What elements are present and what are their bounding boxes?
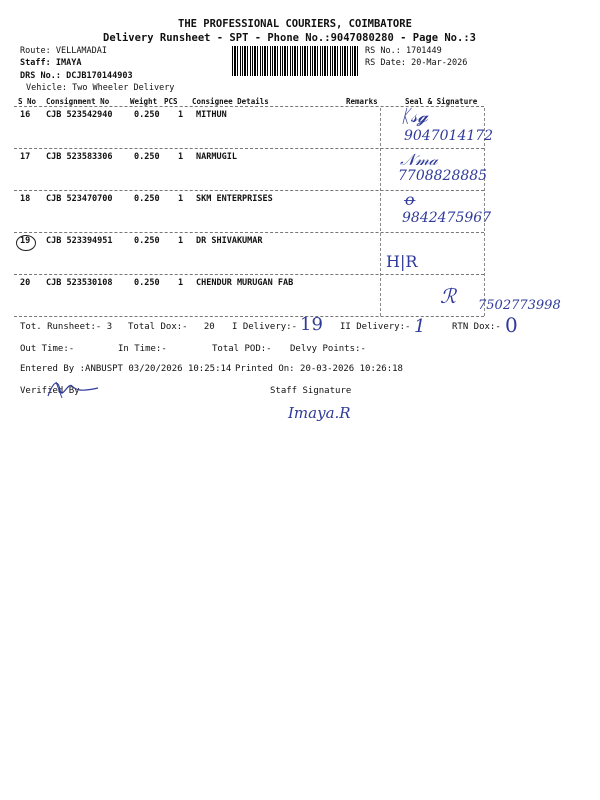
- total-dox-label: Total Dox:-: [128, 322, 188, 332]
- row-consignee: DR SHIVAKUMAR: [196, 236, 263, 246]
- vehicle-line: [26, 83, 174, 93]
- row-weight: 0.250: [134, 110, 160, 120]
- vehicle-value: Two Wheeler Delivery: [72, 83, 175, 93]
- staff-value: IMAYA: [55, 58, 82, 68]
- out-time-label: Out Time:-: [20, 344, 75, 354]
- handwritten-remark: H|R: [386, 252, 418, 271]
- staff-signature-hand: Imaya.R: [288, 404, 351, 422]
- printed-on: Printed On: 20-03-2026 10:26:18: [235, 364, 403, 374]
- ii-delivery-hand: 1: [414, 316, 426, 337]
- total-dox: [128, 322, 215, 332]
- row-weight: 0.250: [134, 278, 160, 288]
- staff-signature-label: Staff Signature: [270, 386, 352, 396]
- signature-scribble: 𝒩𝓂𝒶: [400, 150, 438, 169]
- col-weight: Weight: [130, 97, 158, 106]
- row-pcs: 1: [178, 152, 184, 162]
- tot-runsheet-label: Tot. Runsheet:-: [20, 322, 102, 332]
- table-row: [0, 274, 600, 316]
- rs-no-line: [365, 46, 442, 56]
- row-consignment: CJB 523542940: [46, 110, 113, 120]
- row-sno: 18: [20, 194, 31, 204]
- row-weight: 0.250: [134, 236, 160, 246]
- drs-line: [20, 71, 133, 81]
- row-pcs: 1: [178, 194, 184, 204]
- table-row: [0, 148, 600, 190]
- col-sno: S No: [18, 97, 37, 106]
- row-consignee: SKM ENTERPRISES: [196, 194, 273, 204]
- col-consignment: Consignment No: [46, 97, 110, 106]
- route-label: Route:: [20, 46, 51, 56]
- row-sno: 16: [20, 110, 31, 120]
- entered-by: Entered By :ANBUSPT 03/20/2026 10:25:14: [20, 364, 232, 374]
- rtn-dox-hand: 0: [505, 313, 518, 337]
- row-consignee: CHENDUR MURUGAN FAB: [196, 278, 294, 288]
- staff-label: Staff:: [20, 58, 51, 68]
- rs-date-line: [365, 58, 467, 68]
- col-remarks: Remarks: [346, 97, 378, 106]
- vehicle-label: Vehicle:: [26, 83, 67, 93]
- route-value: VELLAMADAI: [55, 46, 108, 56]
- rs-no-label: RS No.:: [365, 46, 401, 56]
- handwritten-phone: 9047014172: [404, 128, 494, 144]
- row-sno: 17: [20, 152, 31, 162]
- signature-scribble: ℛ: [440, 284, 456, 308]
- signature-scribble: ꝋ: [404, 190, 416, 209]
- row-pcs: 1: [178, 110, 184, 120]
- table-row: [0, 232, 600, 274]
- total-pod-label: Total POD:-: [212, 344, 272, 354]
- total-dox-value: 20: [203, 322, 215, 332]
- handwritten-phone: 7708828885: [398, 168, 488, 184]
- rtn-dox-label: RTN Dox:-: [452, 322, 501, 332]
- delvy-points-label: Delvy Points:-: [290, 344, 366, 354]
- row-consignee: MITHUN: [196, 110, 227, 120]
- row-sno: 19: [20, 236, 31, 246]
- col-pcs: PCS: [164, 97, 178, 106]
- row-consignment: CJB 523530108: [46, 278, 113, 288]
- i-delivery-hand: 19: [300, 314, 323, 335]
- rs-no-value: 1701449: [405, 46, 442, 56]
- staff-line: [20, 58, 81, 68]
- row-pcs: 1: [178, 236, 184, 246]
- barcode: [232, 46, 360, 76]
- route-line: [20, 46, 107, 56]
- i-delivery-label: I Delivery:-: [232, 322, 298, 332]
- runsheet-subtitle: Delivery Runsheet - SPT - Phone No.:9047080280 - Page No.:3: [103, 32, 476, 44]
- handwritten-phone: 9842475967: [402, 210, 492, 226]
- company-title: THE PROFESSIONAL COURIERS, COIMBATORE: [178, 18, 412, 30]
- signature-scribble: ᛕ𝓈𝓰: [400, 106, 428, 127]
- tot-runsheet: [20, 322, 112, 332]
- row-sno: 20: [20, 278, 31, 288]
- table-row: [0, 190, 600, 232]
- col-seal-signature: Seal & Signature: [405, 97, 478, 106]
- table-row: [0, 106, 600, 148]
- drs-label: DRS No.:: [20, 71, 61, 81]
- rs-date-value: 20-Mar-2026: [411, 58, 468, 68]
- row-weight: 0.250: [134, 152, 160, 162]
- row-weight: 0.250: [134, 194, 160, 204]
- ii-delivery-label: II Delivery:-: [340, 322, 411, 332]
- verified-by: Verified By: [20, 386, 80, 396]
- row-consignment: CJB 523470700: [46, 194, 113, 204]
- row-consignment: CJB 523583306: [46, 152, 113, 162]
- row-consignment: CJB 523394951: [46, 236, 113, 246]
- handwritten-phone: 7502773998: [478, 298, 561, 313]
- tot-runsheet-value: 3: [106, 322, 113, 332]
- row-consignee: NARMUGIL: [196, 152, 237, 162]
- verifier-signature: [44, 376, 102, 402]
- col-consignee: Consignee Details: [192, 97, 269, 106]
- drs-value: DCJB170144903: [66, 71, 133, 81]
- row-pcs: 1: [178, 278, 184, 288]
- rs-date-label: RS Date:: [365, 58, 406, 68]
- in-time-label: In Time:-: [118, 344, 167, 354]
